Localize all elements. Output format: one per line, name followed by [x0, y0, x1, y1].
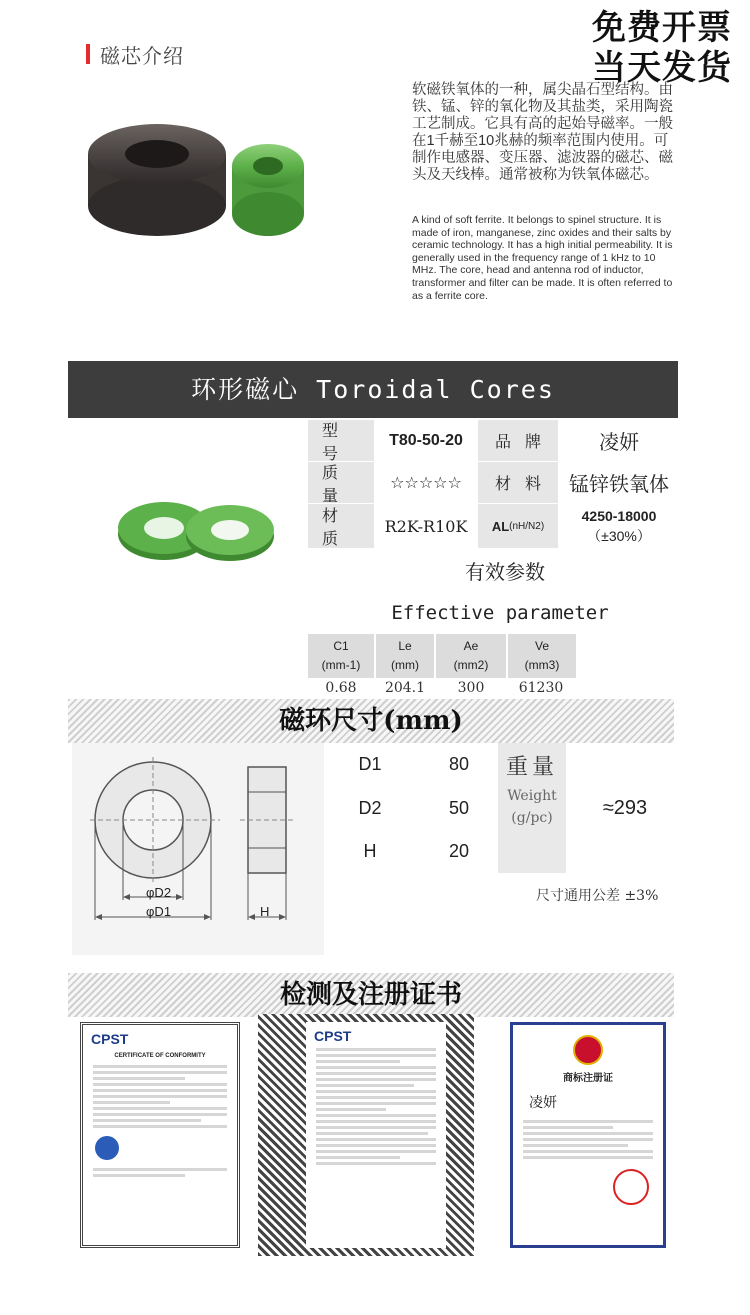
material-value: 锰锌铁氧体 — [569, 474, 669, 496]
green-toroid — [232, 144, 304, 236]
param-value-ae: 300 — [457, 680, 485, 696]
section-title-toroidal: 环形磁心 Toroidal Cores — [68, 361, 678, 418]
al-value: 4250-18000 — [581, 508, 657, 524]
al-value-cell — [558, 504, 680, 548]
official-stamp-icon — [613, 1169, 649, 1205]
al-unit: (nH/N2) — [509, 520, 545, 532]
param-unit: (mm-1) — [321, 658, 361, 672]
spec-row-quality — [308, 462, 680, 503]
model-label: 型号 — [308, 420, 374, 461]
title-accent-bar — [86, 44, 90, 64]
param-name: Ve — [534, 639, 549, 653]
d1-value: 80 — [448, 754, 470, 774]
param-value-c1: 0.68 — [325, 680, 357, 696]
al-label: AL — [491, 518, 510, 534]
brand-label: 品牌 — [478, 420, 558, 461]
weight-title-cn: 重量 — [505, 755, 558, 780]
tolerance-note: 尺寸通用公差 ±3% — [536, 888, 659, 904]
param-header-le — [376, 634, 434, 678]
green-ring-right — [186, 505, 274, 561]
section-title-certificates — [68, 973, 674, 1017]
effective-title-cn: 有效参数 — [465, 560, 545, 584]
h-label: H — [363, 841, 377, 861]
intro-text-cn: 软磁铁氧体的一种，属尖晶石型结构。由铁、锰、锌的氧化物及其盐类，采用陶瓷工艺制成。它具有高的起始导磁率。一般在1千赫至10兆赫的频率范围内使用。可制作电感器、变压器、滤波器的磁芯、磁头及天线棒。通常被称为铁氧体磁芯。 — [412, 82, 673, 183]
param-unit: (mm3) — [524, 658, 560, 672]
section-title-dimensions — [68, 699, 674, 743]
weight-title-en: Weight — [507, 788, 557, 804]
brand-value: 凌妍 — [599, 432, 639, 454]
page-title: 磁芯介绍 — [100, 46, 184, 68]
dimensions-title: 磁环尺寸(mm) — [279, 706, 463, 736]
cert1-title: CERTIFICATE OF CONFORMITY — [114, 1053, 206, 1059]
param-value-le: 204.1 — [384, 680, 426, 696]
quality-label: 质量 — [308, 462, 374, 503]
param-header-ae — [436, 634, 506, 678]
certificate-conformity[interactable] — [80, 1022, 240, 1248]
certificate-trademark[interactable] — [510, 1022, 666, 1248]
national-emblem-icon — [573, 1035, 603, 1065]
param-unit: (mm) — [391, 658, 419, 672]
weight-value: ≈293 — [602, 797, 648, 819]
ce-seal-icon — [95, 1136, 119, 1160]
param-name: C1 — [333, 639, 349, 653]
intro-text-en: A kind of soft ferrite. It belongs to spinel structure. It is made of iron, manganese, zinc oxides and their salts by ceramic technology. It has a high initial permeability. It is generally used in the frequency range of 1 kHz to 10 MHz. The core, head and antenna rod of inductor, transformer and filter can be made. It is often referred to as a ferrite core. — [412, 214, 673, 302]
weight-unit: (g/pc) — [511, 810, 553, 826]
cert3-brand: 凌妍 — [529, 1095, 557, 1111]
dimension-diagram — [90, 755, 310, 930]
param-header-c1 — [308, 634, 374, 678]
model-value: T80-50-20 — [389, 431, 463, 449]
certificates-title: 检测及注册证书 — [279, 980, 462, 1010]
texture-value: R2K-R10K — [384, 516, 468, 536]
dark-toroid — [88, 124, 226, 236]
promo-line-1: 免费开票 — [592, 9, 732, 47]
spec-row-texture — [308, 504, 680, 548]
promo-line-2: 当天发货 — [592, 49, 732, 87]
diagram-label-d1: φD1 — [146, 904, 172, 919]
h-value: 20 — [448, 841, 470, 861]
certificate-test-report[interactable] — [306, 1022, 446, 1248]
diagram-label-d2: φD2 — [146, 885, 172, 900]
d1-label: D1 — [358, 754, 382, 774]
param-header-ve — [508, 634, 576, 678]
cert2-logo: CPST — [314, 1028, 352, 1044]
d2-value: 50 — [448, 798, 470, 818]
al-tolerance: （±30%） — [587, 528, 651, 544]
quality-stars: ☆☆☆☆☆ — [390, 474, 462, 492]
spec-row-model — [308, 420, 680, 461]
param-name: Le — [398, 639, 412, 653]
promo-badge — [592, 8, 732, 88]
al-label-cell — [478, 504, 558, 548]
cert3-title: 商标注册证 — [563, 1073, 613, 1084]
effective-title-en: Effective parameter — [391, 602, 609, 624]
material-label: 材料 — [478, 462, 558, 503]
green-rings-photo — [112, 490, 282, 570]
diagram-label-h: H — [260, 904, 270, 919]
cert1-logo: CPST — [91, 1031, 129, 1047]
product-photo — [80, 120, 320, 240]
param-value-ve: 61230 — [518, 680, 564, 696]
param-name: Ae — [463, 639, 479, 653]
param-unit: (mm2) — [453, 658, 489, 672]
d2-label: D2 — [358, 798, 382, 818]
texture-label: 材质 — [308, 504, 374, 548]
